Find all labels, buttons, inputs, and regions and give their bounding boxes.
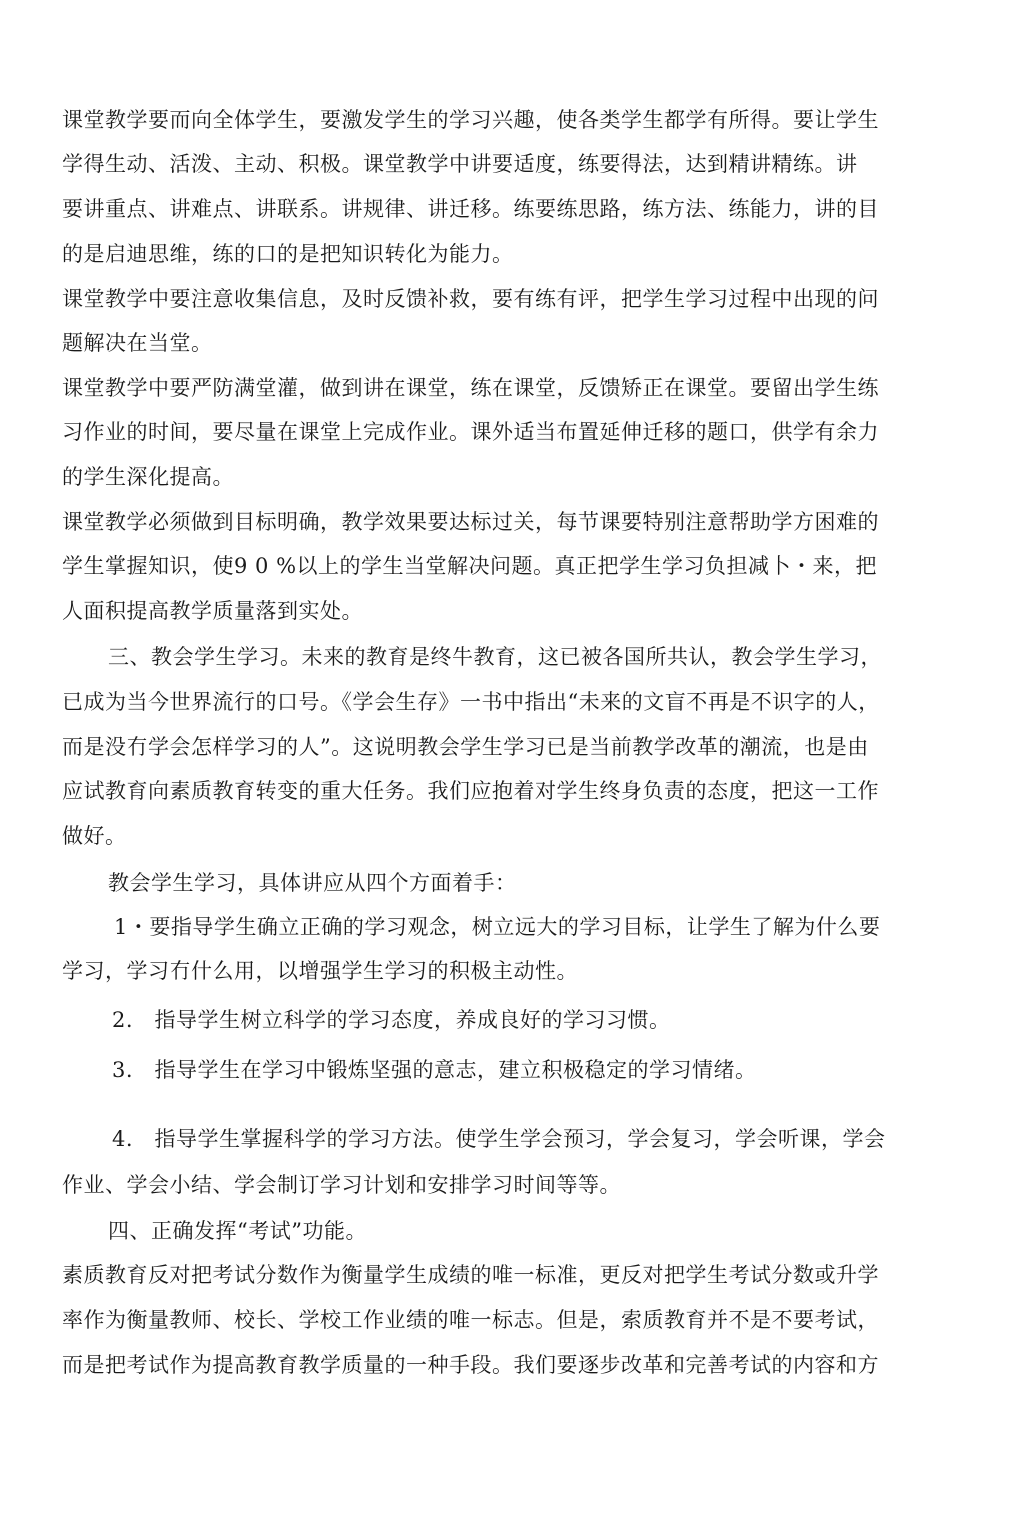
text-line: 率作为衡量教师、校长、学校工作业绩的唯一标志。但是，索质教育并不是不要考试， [62,1308,879,1332]
text-line: 而是把考试作为提高教育教学质量的一种手段。我们要逐步改革和完善考试的内容和方 [62,1353,879,1377]
text-line: 课堂教学中要注意收集信息，及时反馈补救，要有练有评，把学生学习过程中出现的问 [62,287,879,311]
text-line: 习作业的时间，要尽量在课堂上完成作业。课外适当布置延伸迁移的题口，供学有余力 [62,420,879,444]
text-line: 学习，学习冇什么用，以增强学生学习的积极主动性。 [62,959,578,983]
text-line: 课堂教学必须做到目标明确，教学效果要达标过关，每节课要特别注意帮助学方困难的 [62,510,879,534]
text-line: 3. 指导学生在学习中锻炼坚强的意志，建立积极稳定的学习情绪。 [112,1058,757,1082]
text-line: 学生掌握知识，使9 0 %以上的学生当堂解决问题。真正把学生学习负担减卜・来，把 [62,554,878,578]
text-line: 三、教会学生学习。未来的教育是终牛教育，这已被各国所共认，教会学生学习， [108,645,882,669]
text-line: 4. 指导学生掌握科学的学习方法。使学生学会预习，学会复习，学会听课，学会 [112,1127,886,1151]
text-line: 题解决在当堂。 [62,331,213,355]
text-line: 的学生深化提高。 [62,465,234,489]
text-line: 要讲重点、讲难点、讲联系。讲规律、讲迁移。练要练思路，练方法、练能力，讲的目 [62,197,879,221]
text-line: 1・要指导学生确立正确的学习观念，树立远大的学习目标，让学生了解为什么要 [114,915,881,939]
text-line: 作业、学会小结、学会制订学习计划和安排学习时间等等。 [62,1173,621,1197]
text-line: 学得生动、活泼、主动、积极。课堂教学中讲要适度，练要得法，达到精讲精练。讲 [62,152,858,176]
text-line: 而是没冇学会怎样学习的人”。这说明教会学生学习已是当前教学改革的潮流，也是由 [62,735,869,759]
text-line: 素质教育反对把考试分数作为衡量学生成绩的唯一标准，更反对把学生考试分数或升学 [62,1263,879,1287]
text-line: 人面积提高教学质量落到实处。 [62,599,363,623]
text-line: 应试教育向素质教育转变的重大任务。我们应抱着对学生终身负责的态度，把这一工作 [62,779,879,803]
text-line: 做好。 [62,824,127,848]
text-line: 2. 指导学生树立科学的学习态度，养成良好的学习习惯。 [112,1008,671,1032]
text-line: 教会学生学习，具体讲应从四个方面着手： [108,871,517,895]
text-line: 课堂教学要而向全体学生，要激发学生的学习兴趣，使各类学生都学有所得。要让学生 [62,108,879,132]
text-line: 的是启迪思维，练的口的是把知识转化为能力。 [62,242,514,266]
text-line: 四、正确发挥“考试”功能。 [108,1219,367,1243]
text-line: 已成为当今世界流行的口号。《学会生存》一书中指出“未来的文盲不再是不识字的人， [62,690,880,714]
text-line: 课堂教学中要严防满堂灌，做到讲在课堂，练在课堂，反馈矫正在课堂。要留出学生练 [62,376,879,400]
